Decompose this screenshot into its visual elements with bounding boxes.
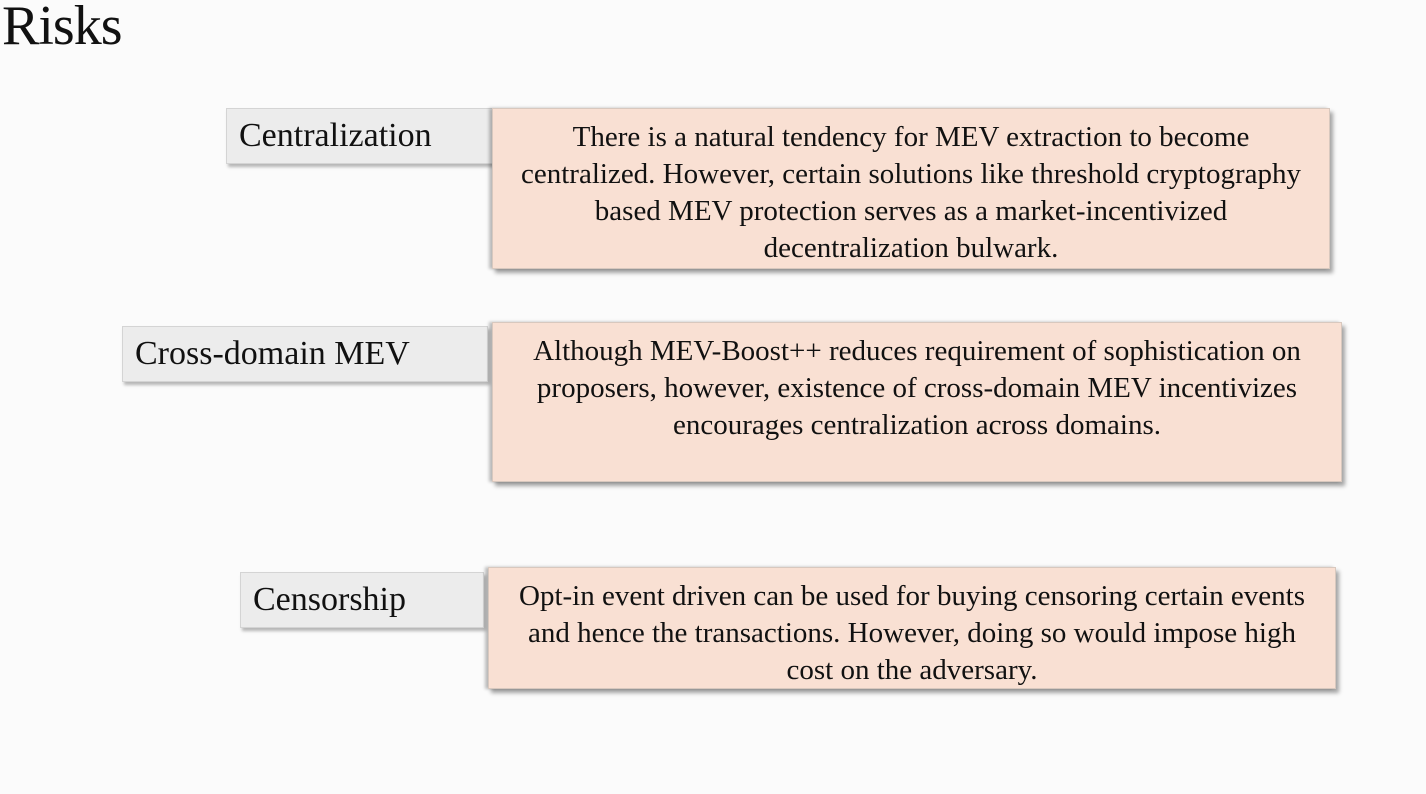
page-title: Risks: [2, 0, 122, 57]
risk-description-text: Although MEV-Boost++ reduces requirement of sophistication on proposers, however, existence of cross-domain MEV incentivizes encourages centralization across domains.: [533, 335, 1301, 441]
risk-label-text: Cross-domain MEV: [135, 335, 410, 372]
risk-description-cross-domain-mev: [492, 322, 1342, 482]
risk-description-censorship: [488, 567, 1336, 689]
risk-label-cross-domain-mev: [122, 326, 488, 382]
risk-description-text: Opt-in event driven can be used for buying censoring certain events and hence the transactions. However, doing so would impose high cost on the adversary.: [519, 580, 1305, 686]
risk-label-text: Censorship: [253, 581, 406, 618]
risk-label-centralization: [226, 108, 498, 164]
risk-label-text: Centralization: [239, 117, 432, 154]
risk-label-censorship: [240, 572, 484, 628]
risk-description-centralization: [492, 108, 1330, 269]
risk-description-text: There is a natural tendency for MEV extraction to become centralized. However, certain solutions like threshold cryptography based MEV protection serves as a market-incentivized decentralization bulwark.: [521, 121, 1301, 264]
